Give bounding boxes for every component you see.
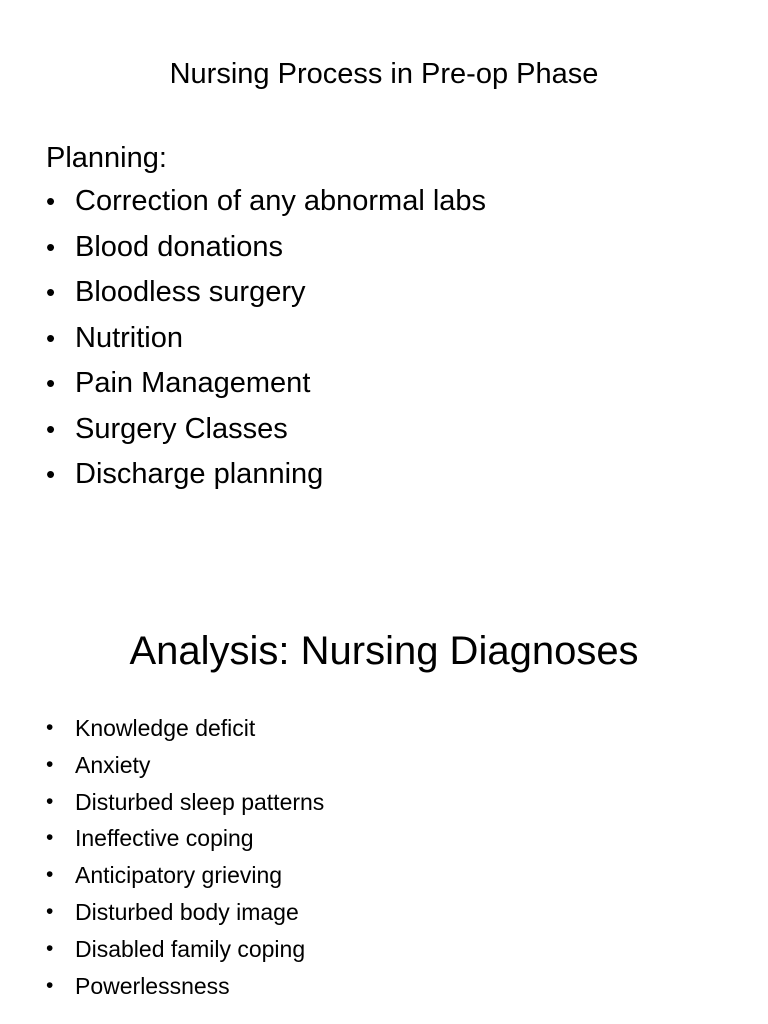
bullet-icon: • xyxy=(46,186,56,216)
bullet-icon: • xyxy=(46,826,54,850)
bullet-icon: • xyxy=(46,413,56,444)
list-item xyxy=(46,787,324,824)
slide-title: Nursing Process in Pre-op Phase xyxy=(169,58,599,90)
slide-title: Analysis: Nursing Diagnoses xyxy=(129,629,639,673)
list-item xyxy=(46,274,486,320)
bullet-icon: • xyxy=(46,973,54,997)
list-item-text: Blood donations xyxy=(75,230,283,263)
list-item xyxy=(46,411,486,457)
list-item-text: Disturbed body image xyxy=(75,898,299,925)
list-item-text: Disabled family coping xyxy=(75,935,306,962)
list-item xyxy=(46,456,486,502)
list-item-text: Bloodless surgery xyxy=(75,276,306,308)
section-label-planning: Planning: xyxy=(46,142,167,174)
list-item-text: Knowledge deficit xyxy=(75,715,256,741)
bullet-icon: • xyxy=(46,789,54,813)
list-item xyxy=(46,229,486,275)
list-item xyxy=(46,971,324,1008)
list-item-text: Disturbed sleep patterns xyxy=(75,788,325,815)
bullet-icon: • xyxy=(46,277,56,307)
planning-bullet-list xyxy=(46,183,486,502)
list-item xyxy=(46,934,324,971)
list-item xyxy=(46,713,324,750)
bullet-icon: • xyxy=(46,936,54,960)
bullet-icon: • xyxy=(46,368,56,398)
list-item-text: Powerlessness xyxy=(75,972,230,999)
bullet-icon: • xyxy=(46,752,54,776)
list-item-text: Anxiety xyxy=(75,751,151,778)
list-item xyxy=(46,897,324,934)
list-item-text: Discharge planning xyxy=(75,458,324,490)
bullet-icon: • xyxy=(46,322,56,353)
list-item-text: Correction of any abnormal labs xyxy=(75,185,487,217)
list-item-text: Pain Management xyxy=(75,367,311,399)
bullet-icon: • xyxy=(46,716,54,739)
list-item-text: Nutrition xyxy=(75,321,183,354)
list-item-text: Surgery Classes xyxy=(75,412,288,445)
bullet-icon: • xyxy=(46,863,54,887)
bullet-icon: • xyxy=(46,899,54,923)
list-item xyxy=(46,320,486,366)
list-item xyxy=(46,860,324,897)
bullet-icon: • xyxy=(46,459,56,489)
bullet-icon: • xyxy=(46,231,56,262)
list-item-text: Ineffective coping xyxy=(75,825,254,852)
list-item xyxy=(46,750,324,787)
list-item-text: Anticipatory grieving xyxy=(75,862,283,889)
slide-nursing-diagnoses xyxy=(0,512,768,1024)
list-item xyxy=(46,365,486,411)
list-item xyxy=(46,183,486,229)
list-item xyxy=(46,823,324,860)
diagnoses-bullet-list xyxy=(46,713,324,1007)
